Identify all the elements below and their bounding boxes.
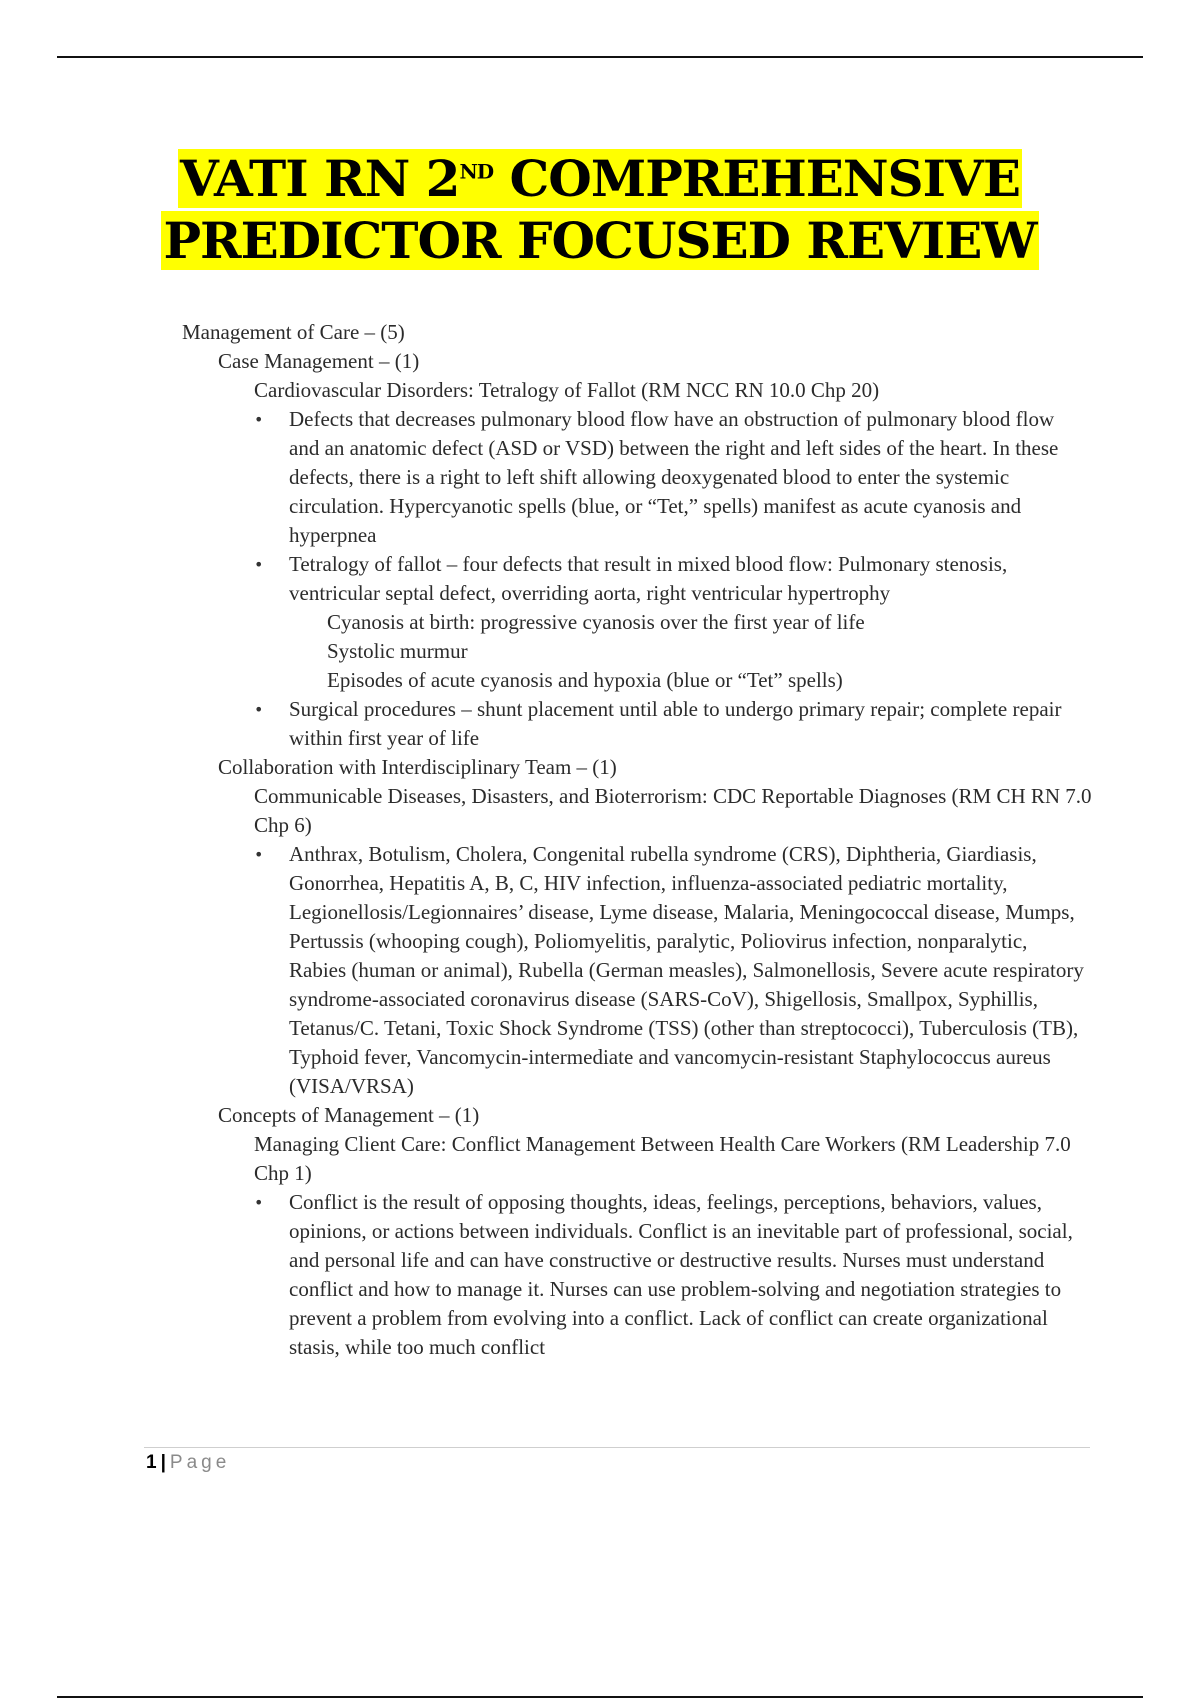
outline-item-tetralogy: Cardiovascular Disorders: Tetralogy of Fallot (RM NCC RN 10.0 Chp 20) [254,378,880,402]
bullet-dot-icon: • [254,1193,264,1212]
outline-item-concepts: Concepts of Management – (1) [218,1103,480,1127]
page-label: Page [169,1452,231,1473]
page-footer [146,1452,230,1474]
sub-bullet-item: Cyanosis at birth: progressive cyanosis over the first year of life [327,610,865,634]
outline-item-collaboration: Collaboration with Interdisciplinary Team – (1) [218,755,617,779]
sub-bullet-item: Episodes of acute cyanosis and hypoxia (blue or “Tet” spells) [327,668,843,692]
bullet-dot-icon: • [254,410,264,429]
header-rule [57,56,1143,58]
document-title [0,148,1200,272]
outline-item-conflict: Managing Client Care: Conflict Management Between Health Care Workers (RM Leadership 7.0 Chp 1) [254,1132,1071,1185]
bullet-dot-icon: • [254,845,264,864]
bullet-item: • Anthrax, Botulism, Cholera, Congenital rubella syndrome (CRS), Diphtheria, Giardiasis, Gonorrhea, Hepatitis A, B, C, HIV infection, influenza-associated pediatric mortality, Legionellosis/Legionnaires’ disease, Lyme disease, Malaria, Meningococcal disease, Mumps, Pertussis (whooping cough), Poliomyelitis, paralytic, Poliovirus infection, nonparalytic, Rabies (human or animal), Rubella (German measles), Salmonellosis, Severe acute respiratory syndrome-associated coronavirus disease (SARS-CoV), Shigellosis, Smallpox, Syphillis, Tetanus/C. Tetani, Toxic Shock Syndrome (TSS) (other than streptococci), Tuberculosis (TB), Typhoid fever, Vancomycin-intermediate and vancomycin-resistant Staphylococcus aureus (VISA/VRSA) [254,842,1084,1098]
bullet-item: • Tetralogy of fallot – four defects that result in mixed blood flow: Pulmonary stenosis, ventricular septal defect, overriding aorta, right ventricular hypertrophy [254,552,1008,605]
bullet-item: • Conflict is the result of opposing thoughts, ideas, feelings, perceptions, behaviors, values, opinions, or actions between individuals. Conflict is an inevitable part of professional, social, and personal life and can have constructive or destructive results. Nurses must understand conflict and how to manage it. Nurses can use problem-solving and negotiation strategies to prevent a problem from evolving into a conflict. Lack of conflict can create organizational stasis, while too much conflict [254,1190,1073,1359]
outline-content [0,318,1200,1362]
title-line-1: VATI RN 2ND COMPREHENSIVE [180,149,1020,208]
outline-item-case-management: Case Management – (1) [218,349,420,373]
footer-separator: | [160,1452,166,1473]
bottom-rule [57,1696,1143,1698]
outline-item-communicable: Communicable Diseases, Disasters, and Bioterrorism: CDC Reportable Diagnoses (RM CH RN 7.0 Chp 6) [254,784,1092,837]
sub-bullet-item: Systolic murmur [327,639,468,663]
bullet-item: • Defects that decreases pulmonary blood flow have an obstruction of pulmonary blood flow and an anatomic defect (ASD or VSD) between the right and left sides of the heart. In these defects, there is a right to left shift allowing deoxygenated blood to enter the systemic circulation. Hypercyanotic spells (blue, or “Tet,” spells) manifest as acute cyanosis and hyperpnea [254,407,1059,547]
footer-rule [144,1447,1090,1448]
bullet-dot-icon: • [254,555,264,574]
page-number: 1 [146,1452,157,1473]
bullet-dot-icon: • [254,700,264,719]
outline-item-management-of-care: Management of Care – (5) [182,320,405,344]
title-line-2: PREDICTOR FOCUSED REVIEW [163,211,1037,270]
bullet-item: • Surgical procedures – shunt placement until able to undergo primary repair; complete repair within first year of life [254,697,1062,750]
